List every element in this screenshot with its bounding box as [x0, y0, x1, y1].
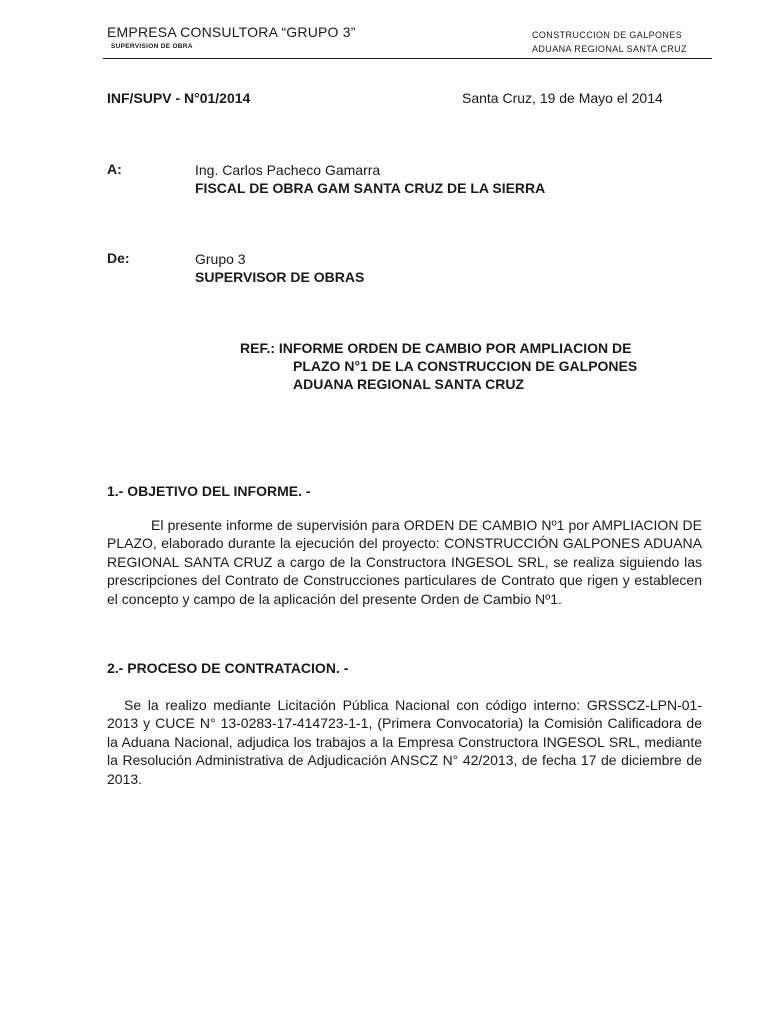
reference-line-2: PLAZO N°1 DE LA CONSTRUCCION DE GALPONES — [293, 358, 638, 374]
reference-line-1: REF.: INFORME ORDEN DE CAMBIO POR AMPLIACION DE — [240, 340, 632, 356]
section-2-body: Se la realizo mediante Licitación Pública Nacional con código interno: GRSSCZ-LPN-01-2013 y CUCE N° 13-0283-17-414723-1-1, (Primera Convocatoria) la Comisión Calificadora de la Aduana Nacional, adjudica los trabajos a la Empresa Constructora INGESOL SRL, mediante la Resolución Administrativa de Adjudicación ANSCZ N° 42/2013, de fecha 17 de diciembre de 2013. — [107, 697, 702, 787]
sender-name: Grupo 3 — [195, 251, 246, 267]
memo-date: Santa Cruz, 19 de Mayo el 2014 — [462, 90, 663, 106]
company-name: EMPRESA CONSULTORA “GRUPO 3” — [107, 24, 356, 40]
recipient — [195, 161, 545, 197]
reference-block — [240, 339, 680, 393]
memo-code: INF/SUPV - N°01/2014 — [107, 90, 251, 106]
company-subtitle: SUPERVISION DE OBRA — [111, 43, 193, 50]
from-label: De: — [107, 250, 130, 266]
section-2-heading: 2.- PROCESO DE CONTRATACION. - — [107, 660, 349, 676]
recipient-name: Ing. Carlos Pacheco Gamarra — [195, 162, 381, 178]
to-label: A: — [107, 161, 122, 177]
reference-line-3: ADUANA REGIONAL SANTA CRUZ — [293, 376, 524, 392]
header-divider — [103, 58, 712, 59]
sender — [195, 250, 364, 286]
sender-title: SUPERVISOR DE OBRAS — [195, 269, 365, 285]
section-1-body: El presente informe de supervisión para ORDEN DE CAMBIO Nº1 por AMPLIACION DE PLAZO, elaborado durante la ejecución del proyecto: CONSTRUCCIÓN GALPONES ADUANA REGIONAL SANTA CRUZ a cargo de la Constructora INGESOL SRL, se realiza siguiendo las prescripciones del Contrato de Construcciones particulares de Contrato que rigen y establecen el concepto y campo de la aplicación del presente Orden de Cambio Nº1. — [107, 517, 702, 607]
project-line-1: CONSTRUCCION DE GALPONES — [532, 30, 683, 40]
section-1-heading: 1.- OBJETIVO DEL INFORME. - — [107, 483, 311, 499]
recipient-title: FISCAL DE OBRA GAM SANTA CRUZ DE LA SIERRA — [195, 180, 546, 196]
project-header — [532, 28, 687, 56]
project-line-2: ADUANA REGIONAL SANTA CRUZ — [532, 44, 687, 54]
